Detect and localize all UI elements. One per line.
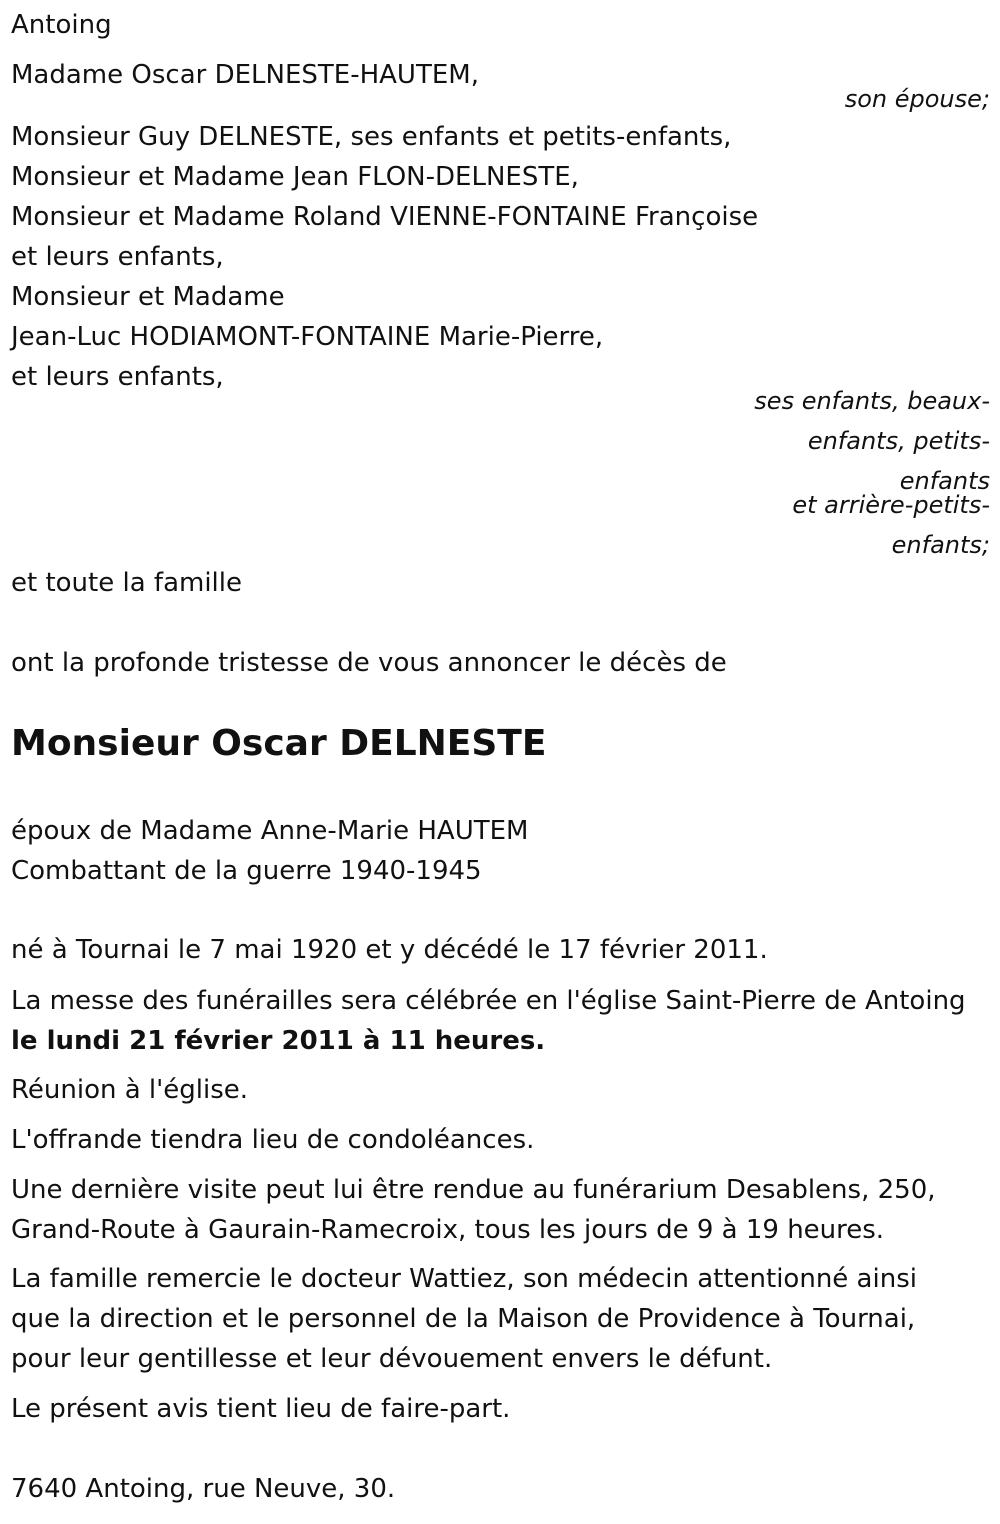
children-role-line: enfants;	[891, 531, 990, 559]
family-line: Monsieur et Madame	[11, 282, 285, 312]
thanks-line: La famille remercie le docteur Wattiez, son médecin attentionné ainsi	[11, 1264, 917, 1294]
city-heading: Antoing	[11, 10, 112, 40]
family-line: Monsieur et Madame Roland VIENNE-FONTAINE Françoise	[11, 202, 759, 232]
spouse-name: Madame Oscar DELNESTE-HAUTEM,	[11, 60, 479, 90]
visit-line: Grand-Route à Gaurain-Ramecroix, tous les jours de 9 à 19 heures.	[11, 1215, 885, 1245]
whole-family: et toute la famille	[11, 568, 242, 598]
children-role-line: enfants	[899, 467, 990, 495]
deceased-name: Monsieur Oscar DELNESTE	[11, 723, 547, 764]
family-line: Jean-Luc HODIAMONT-FONTAINE Marie-Pierre,	[11, 322, 604, 352]
veteran-line: Combattant de la guerre 1940-1945	[11, 856, 482, 886]
family-line: Monsieur Guy DELNESTE, ses enfants et petits-enfants,	[11, 122, 732, 152]
family-line: et leurs enfants,	[11, 362, 224, 392]
offering-line: L'offrande tiendra lieu de condoléances.	[11, 1125, 535, 1155]
thanks-line: que la direction et le personnel de la Maison de Providence à Tournai,	[11, 1304, 916, 1334]
children-role-line: ses enfants, beaux-	[754, 387, 990, 415]
announcement: ont la profonde tristesse de vous annoncer le décès de	[11, 648, 727, 678]
family-line: Monsieur et Madame Jean FLON-DELNESTE,	[11, 162, 579, 192]
address: 7640 Antoing, rue Neuve, 30.	[11, 1474, 396, 1504]
family-line: et leurs enfants,	[11, 242, 224, 272]
meeting-line: Réunion à l'église.	[11, 1075, 249, 1105]
birth-death: né à Tournai le 7 mai 1920 et y décédé le 17 février 2011.	[11, 935, 768, 965]
thanks-line: pour leur gentillesse et leur dévouement envers le défunt.	[11, 1344, 773, 1374]
notice-statement: Le présent avis tient lieu de faire-part.	[11, 1394, 511, 1424]
funeral-date: le lundi 21 février 2011 à 11 heures.	[11, 1026, 546, 1056]
spouse-role: son épouse;	[844, 85, 990, 113]
children-role-line: et arrière-petits-	[792, 491, 990, 519]
funeral-line: La messe des funérailles sera célébrée en l'église Saint-Pierre de Antoing	[11, 986, 966, 1016]
husband-of: époux de Madame Anne-Marie HAUTEM	[11, 816, 529, 846]
children-role-line: enfants, petits-	[807, 427, 990, 455]
visit-line: Une dernière visite peut lui être rendue au funérarium Desablens, 250,	[11, 1175, 936, 1205]
